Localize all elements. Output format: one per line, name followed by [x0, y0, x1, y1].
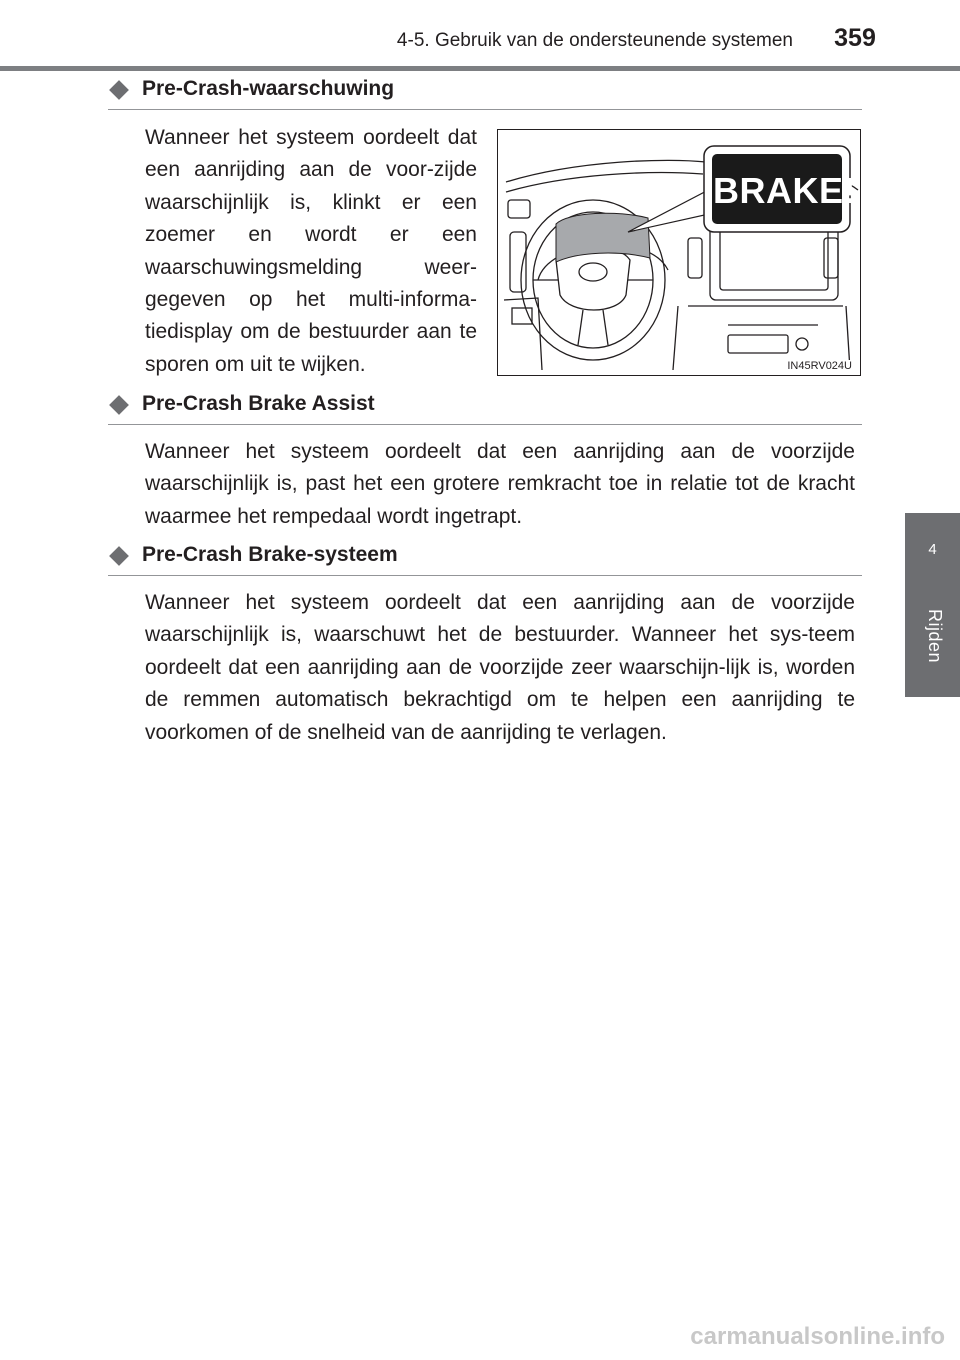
- dashboard-illustration: [497, 129, 861, 376]
- section-heading-text: Pre-Crash Brake-systeem: [142, 543, 398, 566]
- brake-warning-message: BRAKE!: [713, 170, 856, 211]
- dashboard-line-drawing: [498, 130, 859, 374]
- side-tab-label: Rijden: [925, 609, 945, 664]
- section-heading-brake-assist: [108, 392, 862, 425]
- figure-code: IN45RV024U: [787, 360, 852, 372]
- section-heading-pre-crash-warning: [108, 77, 862, 110]
- header-rule: [0, 66, 960, 71]
- section-heading-text: Pre-Crash Brake Assist: [142, 392, 375, 415]
- side-tab-number: 4: [928, 541, 937, 558]
- page-number: 359: [834, 24, 876, 52]
- section-heading-text: Pre-Crash-waarschuwing: [142, 77, 395, 100]
- section-paragraph: Wanneer het systeem oordeelt dat een aanrijding aan de voor-zijde waarschijnlijk is, klinkt er een zoemer en wordt er een waarschuwingsmelding weer-gegeven op het multi-informa-tiedisplay om de bestuurder aan te sporen om uit te wijken.: [145, 126, 477, 376]
- section-paragraph: Wanneer het systeem oordeelt dat een aanrijding aan de voorzijde waarschijnlijk is, waarschuwt het de bestuurder. Wanneer het sys-teem oordeelt dat een aanrijding aan de voorzijde zeer waarschijn-lijk is, worden de remmen automatisch bekrachtigd om te helpen een aanrijding te voorkomen of de snelheid van de aanrijding te verlagen.: [145, 591, 855, 744]
- diamond-bullet-icon: [109, 546, 129, 566]
- chapter-title: 4-5. Gebruik van de ondersteunende systemen: [396, 30, 793, 51]
- diamond-bullet-icon: [109, 80, 129, 100]
- section-heading-brake-system: [108, 543, 862, 576]
- watermark: carmanualsonline.info: [690, 1323, 945, 1350]
- chapter-side-tab[interactable]: [905, 513, 960, 697]
- diamond-bullet-icon: [109, 395, 129, 415]
- section-paragraph: Wanneer het systeem oordeelt dat een aanrijding aan de voorzijde waarschijnlijk is, past het een grotere remkracht toe in relatie tot de kracht waarmee het rempedaal wordt ingetrapt.: [145, 440, 855, 528]
